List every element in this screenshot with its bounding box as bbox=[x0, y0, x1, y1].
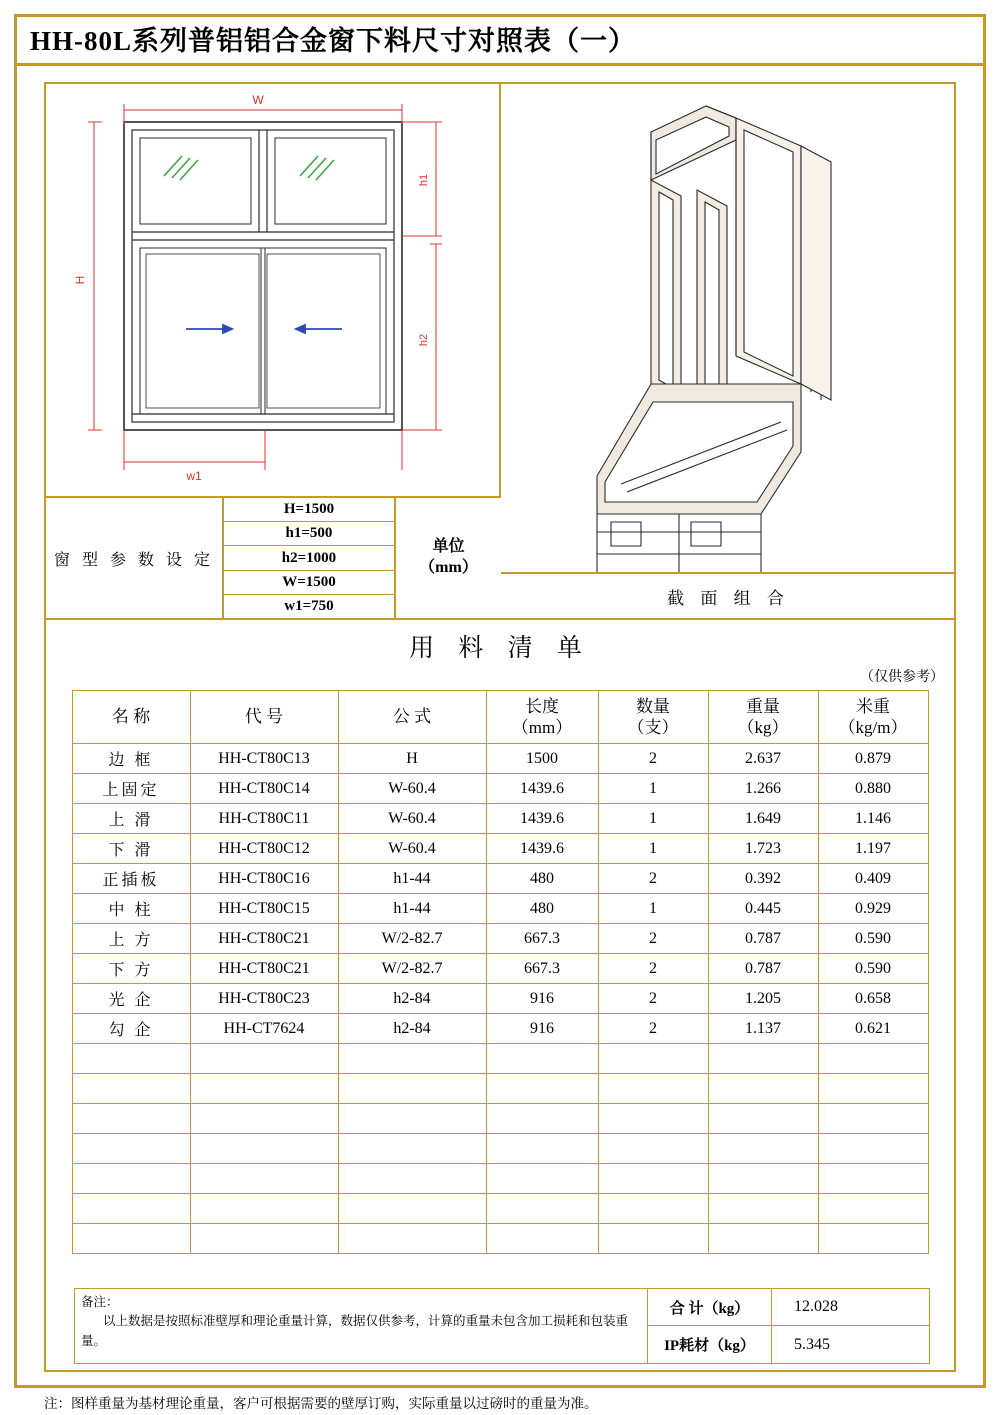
table-row bbox=[72, 894, 928, 924]
bom-reference-note: （仅供参考） bbox=[860, 670, 944, 685]
cell-qty: 2 bbox=[598, 954, 708, 984]
table-row bbox=[72, 774, 928, 804]
cell-per-meter: 0.590 bbox=[818, 954, 928, 984]
param-title: 窗 型 参 数 设 定 bbox=[46, 498, 224, 618]
cell-per-meter: 0.658 bbox=[818, 984, 928, 1014]
cell-code: HH-CT80C23 bbox=[190, 984, 338, 1014]
table-row-empty bbox=[72, 1194, 928, 1224]
cell-formula: h1-44 bbox=[338, 864, 486, 894]
consumable-value: 5.345 bbox=[772, 1326, 930, 1364]
bom-body bbox=[72, 744, 928, 1254]
param-unit-line2: （mm） bbox=[419, 559, 478, 576]
elevation-svg bbox=[46, 84, 501, 496]
cell-per-meter: 0.929 bbox=[818, 894, 928, 924]
cell-name: 下 滑 bbox=[72, 834, 190, 864]
param-unit-line1: 单位 bbox=[432, 538, 465, 556]
cell-qty: 2 bbox=[598, 924, 708, 954]
table-row-empty bbox=[72, 1164, 928, 1194]
cell-length: 1439.6 bbox=[486, 804, 598, 834]
cell-code: HH-CT80C21 bbox=[190, 954, 338, 984]
cell-code: HH-CT80C11 bbox=[190, 804, 338, 834]
cell-per-meter: 0.879 bbox=[818, 744, 928, 774]
cell-per-meter: 0.621 bbox=[818, 1014, 928, 1044]
cell-weight: 1.723 bbox=[708, 834, 818, 864]
footer-area bbox=[74, 1288, 930, 1364]
total-label: 合 计（kg） bbox=[648, 1288, 772, 1326]
dim-W-label: W bbox=[252, 93, 264, 107]
param-h2: h2=1000 bbox=[224, 546, 394, 570]
table-row bbox=[72, 804, 928, 834]
section-caption: 截 面 组 合 bbox=[667, 588, 790, 608]
cell-code: HH-CT80C15 bbox=[190, 894, 338, 924]
table-row bbox=[72, 924, 928, 954]
cell-code: HH-CT80C21 bbox=[190, 924, 338, 954]
cell-qty: 1 bbox=[598, 804, 708, 834]
cell-length: 1439.6 bbox=[486, 774, 598, 804]
cell-length: 480 bbox=[486, 864, 598, 894]
totals-box bbox=[648, 1288, 930, 1364]
cell-qty: 2 bbox=[598, 984, 708, 1014]
table-row-empty bbox=[72, 1104, 928, 1134]
cell-qty: 1 bbox=[598, 894, 708, 924]
bom-section bbox=[44, 620, 956, 1372]
cell-formula: h2-84 bbox=[338, 984, 486, 1014]
total-row bbox=[648, 1288, 930, 1326]
col-header-qty: 数量 （支） bbox=[598, 691, 708, 744]
cell-length: 916 bbox=[486, 984, 598, 1014]
consumable-label: IP耗材（kg） bbox=[648, 1326, 772, 1364]
cell-weight: 1.137 bbox=[708, 1014, 818, 1044]
cell-formula: W/2-82.7 bbox=[338, 954, 486, 984]
cell-name: 边 框 bbox=[72, 744, 190, 774]
table-row-empty bbox=[72, 1074, 928, 1104]
page-title: HH-80L系列普铝铝合金窗下料尺寸对照表（一） bbox=[30, 26, 637, 56]
cell-per-meter: 1.146 bbox=[818, 804, 928, 834]
cell-name: 光 企 bbox=[72, 984, 190, 1014]
bom-header-row bbox=[72, 691, 928, 744]
cell-weight: 0.392 bbox=[708, 864, 818, 894]
cell-weight: 0.445 bbox=[708, 894, 818, 924]
param-h1: h1=500 bbox=[224, 522, 394, 546]
cell-qty: 2 bbox=[598, 864, 708, 894]
cell-name: 正插板 bbox=[72, 864, 190, 894]
cell-formula: W-60.4 bbox=[338, 804, 486, 834]
cell-formula: W/2-82.7 bbox=[338, 924, 486, 954]
consumable-row bbox=[648, 1326, 930, 1364]
col-header-formula: 公 式 bbox=[338, 691, 486, 744]
section-assembly-drawing bbox=[501, 84, 956, 574]
cell-name: 勾 企 bbox=[72, 1014, 190, 1044]
col-header-per-meter: 米重 （kg/m） bbox=[818, 691, 928, 744]
cell-length: 1500 bbox=[486, 744, 598, 774]
cell-formula: W-60.4 bbox=[338, 774, 486, 804]
cell-length: 667.3 bbox=[486, 954, 598, 984]
cell-weight: 1.266 bbox=[708, 774, 818, 804]
section-svg bbox=[501, 84, 956, 572]
total-value: 12.028 bbox=[772, 1288, 930, 1326]
cell-formula: H bbox=[338, 744, 486, 774]
cell-length: 667.3 bbox=[486, 924, 598, 954]
drawings-section bbox=[44, 82, 956, 620]
param-H: H=1500 bbox=[224, 498, 394, 522]
col-header-length: 长度 （mm） bbox=[486, 691, 598, 744]
table-row-empty bbox=[72, 1224, 928, 1254]
window-elevation-drawing bbox=[46, 84, 501, 498]
title-bar bbox=[14, 14, 986, 66]
param-w1: w1=750 bbox=[284, 597, 334, 614]
cell-length: 480 bbox=[486, 894, 598, 924]
table-row bbox=[72, 864, 928, 894]
dim-H-label: H bbox=[73, 275, 87, 285]
content-area bbox=[44, 82, 956, 1372]
param-value-list bbox=[224, 498, 396, 618]
dim-w1-label: w1 bbox=[186, 469, 202, 483]
table-row bbox=[72, 1014, 928, 1044]
cell-formula: W-60.4 bbox=[338, 834, 486, 864]
window-parameters bbox=[46, 498, 501, 618]
col-header-code: 代 号 bbox=[190, 691, 338, 744]
param-W: W=1500 bbox=[224, 571, 394, 595]
cell-name: 上固定 bbox=[72, 774, 190, 804]
cell-name: 下 方 bbox=[72, 954, 190, 984]
cell-length: 1439.6 bbox=[486, 834, 598, 864]
cell-qty: 2 bbox=[598, 744, 708, 774]
bottom-note: 注：图样重量为基材理论重量，客户可根据需要的壁厚订购，实际重量以过磅时的重量为准。 bbox=[44, 1396, 598, 1411]
table-row bbox=[72, 744, 928, 774]
cell-formula: h1-44 bbox=[338, 894, 486, 924]
table-row bbox=[72, 954, 928, 984]
bom-table bbox=[72, 690, 929, 1254]
cell-name: 上 方 bbox=[72, 924, 190, 954]
cell-qty: 2 bbox=[598, 1014, 708, 1044]
col-header-name: 名 称 bbox=[72, 691, 190, 744]
cell-length: 916 bbox=[486, 1014, 598, 1044]
cell-qty: 1 bbox=[598, 834, 708, 864]
cell-qty: 1 bbox=[598, 774, 708, 804]
bom-title: 用 料 清 单 bbox=[409, 635, 591, 662]
cell-weight: 1.205 bbox=[708, 984, 818, 1014]
table-row-empty bbox=[72, 1134, 928, 1164]
cell-code: HH-CT7624 bbox=[190, 1014, 338, 1044]
table-row-empty bbox=[72, 1044, 928, 1074]
table-row bbox=[72, 984, 928, 1014]
dim-h2-label: h2 bbox=[418, 333, 430, 347]
param-unit bbox=[396, 498, 501, 618]
cell-weight: 1.649 bbox=[708, 804, 818, 834]
col-header-weight: 重量 （kg） bbox=[708, 691, 818, 744]
remark-title: 备注： bbox=[81, 1295, 119, 1309]
cell-code: HH-CT80C14 bbox=[190, 774, 338, 804]
cell-per-meter: 0.590 bbox=[818, 924, 928, 954]
table-row bbox=[72, 834, 928, 864]
dim-h1-label: h1 bbox=[418, 173, 430, 187]
remark-box bbox=[74, 1288, 648, 1364]
cell-code: HH-CT80C12 bbox=[190, 834, 338, 864]
cell-code: HH-CT80C16 bbox=[190, 864, 338, 894]
cell-weight: 0.787 bbox=[708, 954, 818, 984]
cell-name: 上 滑 bbox=[72, 804, 190, 834]
cell-name: 中 柱 bbox=[72, 894, 190, 924]
cell-per-meter: 0.409 bbox=[818, 864, 928, 894]
cell-code: HH-CT80C13 bbox=[190, 744, 338, 774]
cell-weight: 2.637 bbox=[708, 744, 818, 774]
cell-weight: 0.787 bbox=[708, 924, 818, 954]
cell-per-meter: 1.197 bbox=[818, 834, 928, 864]
cell-formula: h2-84 bbox=[338, 1014, 486, 1044]
remark-body: 以上数据是按照标准壁厚和理论重量计算，数据仅供参考，计算的重量未包含加工损耗和包装重量。 bbox=[81, 1314, 629, 1348]
cell-per-meter: 0.880 bbox=[818, 774, 928, 804]
